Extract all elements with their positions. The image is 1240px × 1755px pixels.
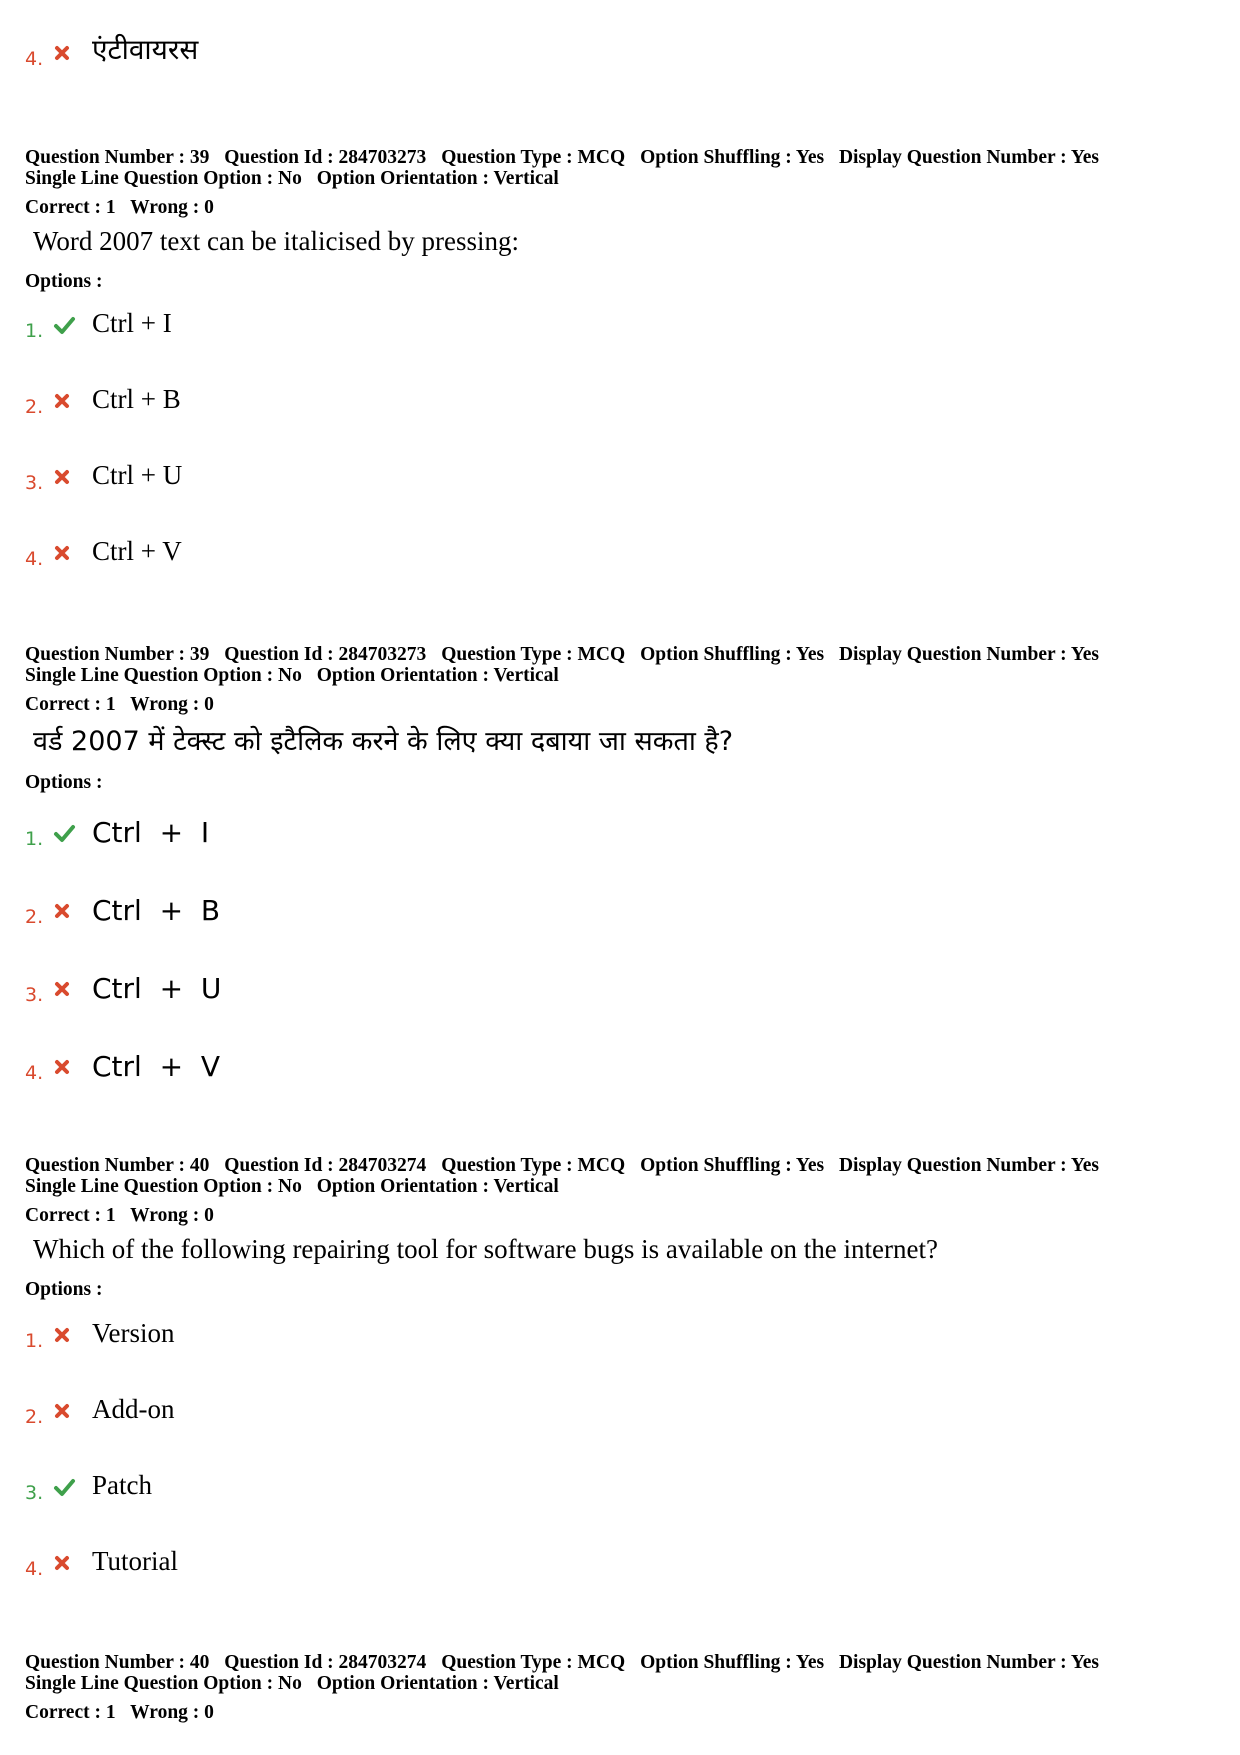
cross-icon: [51, 466, 73, 488]
option-number: 1.: [25, 320, 44, 342]
option-text: Ctrl + V: [92, 1050, 221, 1083]
check-icon: [51, 314, 77, 336]
question-type: Question Type : MCQ: [441, 1155, 626, 1176]
question-block: [25, 1652, 1215, 1723]
display-question-number: Display Question Number : Yes: [838, 147, 1099, 168]
option-text: Ctrl + U: [92, 460, 183, 490]
option-text: Ctrl + U: [92, 972, 222, 1005]
option-shuffling: Option Shuffling : Yes: [640, 147, 825, 168]
option-text: Ctrl + B: [92, 894, 221, 927]
cross-icon: [51, 1056, 73, 1078]
correct-marks: Correct : 1: [25, 1205, 116, 1226]
option-shuffling: Option Shuffling : Yes: [640, 1652, 825, 1673]
options-label: Options :: [25, 1279, 103, 1300]
option-text: Tutorial: [92, 1546, 179, 1576]
option-text: Ctrl + B: [92, 384, 181, 414]
option-number: 4.: [25, 1062, 44, 1084]
question-type: Question Type : MCQ: [441, 147, 626, 168]
cross-icon: [51, 978, 73, 1000]
question-number: Question Number : 39: [25, 147, 210, 168]
options-label: Options :: [25, 271, 103, 292]
wrong-marks: Wrong : 0: [130, 1205, 214, 1226]
question-id: Question Id : 284703274: [224, 1652, 427, 1673]
option-shuffling: Option Shuffling : Yes: [640, 644, 825, 665]
cross-icon: [51, 1324, 73, 1346]
option-text: Patch: [92, 1470, 152, 1500]
question-meta: [25, 1652, 1215, 1694]
single-line-option: Single Line Question Option : No: [25, 1673, 302, 1694]
option-number: 4.: [25, 48, 44, 70]
score-line: [25, 1702, 1215, 1723]
option-text: Ctrl + I: [92, 308, 172, 338]
correct-marks: Correct : 1: [25, 1702, 116, 1723]
option-orientation: Option Orientation : Vertical: [316, 168, 559, 189]
option-number: 3.: [25, 472, 44, 494]
option-number: 3.: [25, 1482, 44, 1504]
question-block: [25, 644, 1215, 795]
options-label: Options :: [25, 772, 103, 793]
cross-icon: [51, 900, 73, 922]
score-line: [25, 694, 1215, 715]
score-line: [25, 1205, 1215, 1226]
option-shuffling: Option Shuffling : Yes: [640, 1155, 825, 1176]
option-orientation: Option Orientation : Vertical: [316, 1673, 559, 1694]
option-number: 3.: [25, 984, 44, 1006]
option-text: Ctrl + I: [92, 816, 210, 849]
question-block: [25, 147, 1215, 294]
option-text: Ctrl + V: [92, 536, 182, 566]
question-id: Question Id : 284703273: [224, 147, 427, 168]
question-type: Question Type : MCQ: [441, 644, 626, 665]
cross-icon: [51, 1552, 73, 1574]
option-orientation: Option Orientation : Vertical: [316, 1176, 559, 1197]
question-text: Which of the following repairing tool for software bugs is available on the internet?: [33, 1234, 938, 1264]
question-text: Word 2007 text can be italicised by pressing:: [33, 226, 519, 256]
correct-marks: Correct : 1: [25, 694, 116, 715]
display-question-number: Display Question Number : Yes: [838, 1652, 1099, 1673]
question-meta: [25, 644, 1215, 686]
question-type: Question Type : MCQ: [441, 1652, 626, 1673]
cross-icon: [51, 542, 73, 564]
question-id: Question Id : 284703273: [224, 644, 427, 665]
single-line-option: Single Line Question Option : No: [25, 1176, 302, 1197]
question-text: वर्ड 2007 में टेक्स्ट को इटैलिक करने के लिए क्या दबाया जा सकता है?: [33, 726, 734, 757]
option-text: एंटीवायरस: [92, 33, 199, 66]
option-orientation: Option Orientation : Vertical: [316, 665, 559, 686]
wrong-marks: Wrong : 0: [130, 694, 214, 715]
cross-icon: [51, 42, 73, 64]
score-line: [25, 197, 1215, 218]
single-line-option: Single Line Question Option : No: [25, 665, 302, 686]
cross-icon: [51, 1400, 73, 1422]
option-number: 4.: [25, 1558, 44, 1580]
question-id: Question Id : 284703274: [224, 1155, 427, 1176]
question-meta: [25, 147, 1215, 189]
question-block: [25, 1155, 1215, 1302]
question-number: Question Number : 40: [25, 1155, 210, 1176]
question-number: Question Number : 40: [25, 1652, 210, 1673]
option-number: 2.: [25, 1406, 44, 1428]
option-number: 2.: [25, 396, 44, 418]
check-icon: [51, 1476, 77, 1498]
wrong-marks: Wrong : 0: [130, 1702, 214, 1723]
option-number: 4.: [25, 548, 44, 570]
wrong-marks: Wrong : 0: [130, 197, 214, 218]
question-number: Question Number : 39: [25, 644, 210, 665]
cross-icon: [51, 390, 73, 412]
correct-marks: Correct : 1: [25, 197, 116, 218]
option-text: Version: [92, 1318, 175, 1348]
display-question-number: Display Question Number : Yes: [838, 644, 1099, 665]
question-meta: [25, 1155, 1215, 1197]
display-question-number: Display Question Number : Yes: [838, 1155, 1099, 1176]
check-icon: [51, 822, 77, 844]
option-number: 1.: [25, 828, 44, 850]
option-number: 1.: [25, 1330, 44, 1352]
option-text: Add-on: [92, 1394, 175, 1424]
single-line-option: Single Line Question Option : No: [25, 168, 302, 189]
option-number: 2.: [25, 906, 44, 928]
